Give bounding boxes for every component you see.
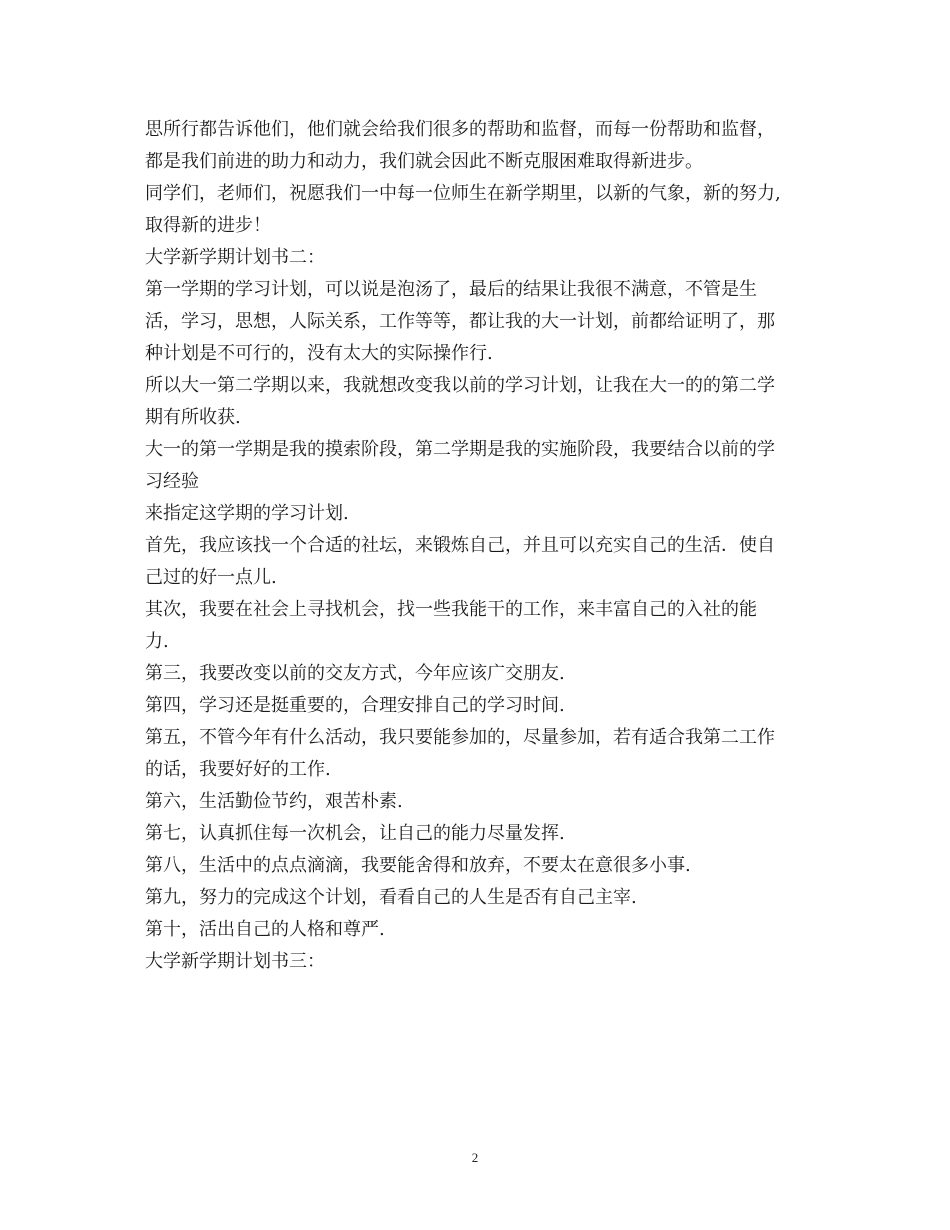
text-line: 思所行都告诉他们，他们就会给我们很多的帮助和监督，而每一份帮助和监督， bbox=[145, 119, 775, 140]
text-line: 同学们，老师们，祝愿我们一中每一位师生在新学期里，以新的气象，新的努力, bbox=[145, 183, 781, 204]
text-line: 第六，生活勤俭节约，艰苦朴素. bbox=[145, 791, 403, 812]
page-number: 2 bbox=[471, 1150, 479, 1165]
text-line: 期有所收获. bbox=[145, 407, 241, 428]
text-line: 第五，不管今年有什么活动，我只要能参加的，尽量参加，若有适合我第二工作 bbox=[145, 727, 775, 748]
text-line: 第十，活出自己的人格和尊严. bbox=[145, 919, 385, 940]
text-line: 的话，我要好好的工作. bbox=[145, 759, 331, 780]
document-body bbox=[145, 114, 817, 978]
text-line: 都是我们前进的助力和动力，我们就会因此不断克服困难取得新进步。 bbox=[145, 151, 703, 172]
text-line: 第八，生活中的点点滴滴，我要能舍得和放弃，不要太在意很多小事. bbox=[145, 855, 691, 876]
text-line: 第九，努力的完成这个计划，看看自己的人生是否有自己主宰. bbox=[145, 887, 637, 908]
text-line: 其次，我要在社会上寻找机会，找一些我能干的工作，来丰富自己的入社的能 bbox=[145, 599, 757, 620]
body-text bbox=[145, 114, 817, 978]
text-line: 种计划是不可行的，没有太大的实际操作行. bbox=[145, 343, 493, 364]
text-line: 第三，我要改变以前的交友方式，今年应该广交朋友. bbox=[145, 663, 565, 684]
text-line: 活，学习，思想，人际关系，工作等等，都让我的大一计划，前都给证明了，那 bbox=[145, 311, 775, 332]
text-line: 来指定这学期的学习计划. bbox=[145, 503, 349, 524]
text-line: 力. bbox=[145, 631, 169, 652]
section-heading: 大学新学期计划书三： bbox=[145, 951, 325, 972]
text-line: 首先，我应该找一个合适的社坛，来锻炼自己，并且可以充实自己的生活．使自 bbox=[145, 535, 775, 556]
text-line: 第七，认真抓住每一次机会，让自己的能力尽量发挥. bbox=[145, 823, 565, 844]
text-line: 己过的好一点儿. bbox=[145, 567, 277, 588]
text-line: 第一学期的学习计划，可以说是泡汤了，最后的结果让我很不满意，不管是生 bbox=[145, 279, 757, 300]
text-line: 第四，学习还是挺重要的，合理安排自己的学习时间. bbox=[145, 695, 565, 716]
text-line: 所以大一第二学期以来，我就想改变我以前的学习计划，让我在大一的的第二学 bbox=[145, 375, 775, 396]
text-line: 取得新的进步！ bbox=[145, 215, 271, 236]
text-line: 习经验 bbox=[145, 471, 199, 492]
text-line: 大一的第一学期是我的摸索阶段，第二学期是我的实施阶段，我要结合以前的学 bbox=[145, 439, 775, 460]
section-heading: 大学新学期计划书二： bbox=[145, 247, 325, 268]
